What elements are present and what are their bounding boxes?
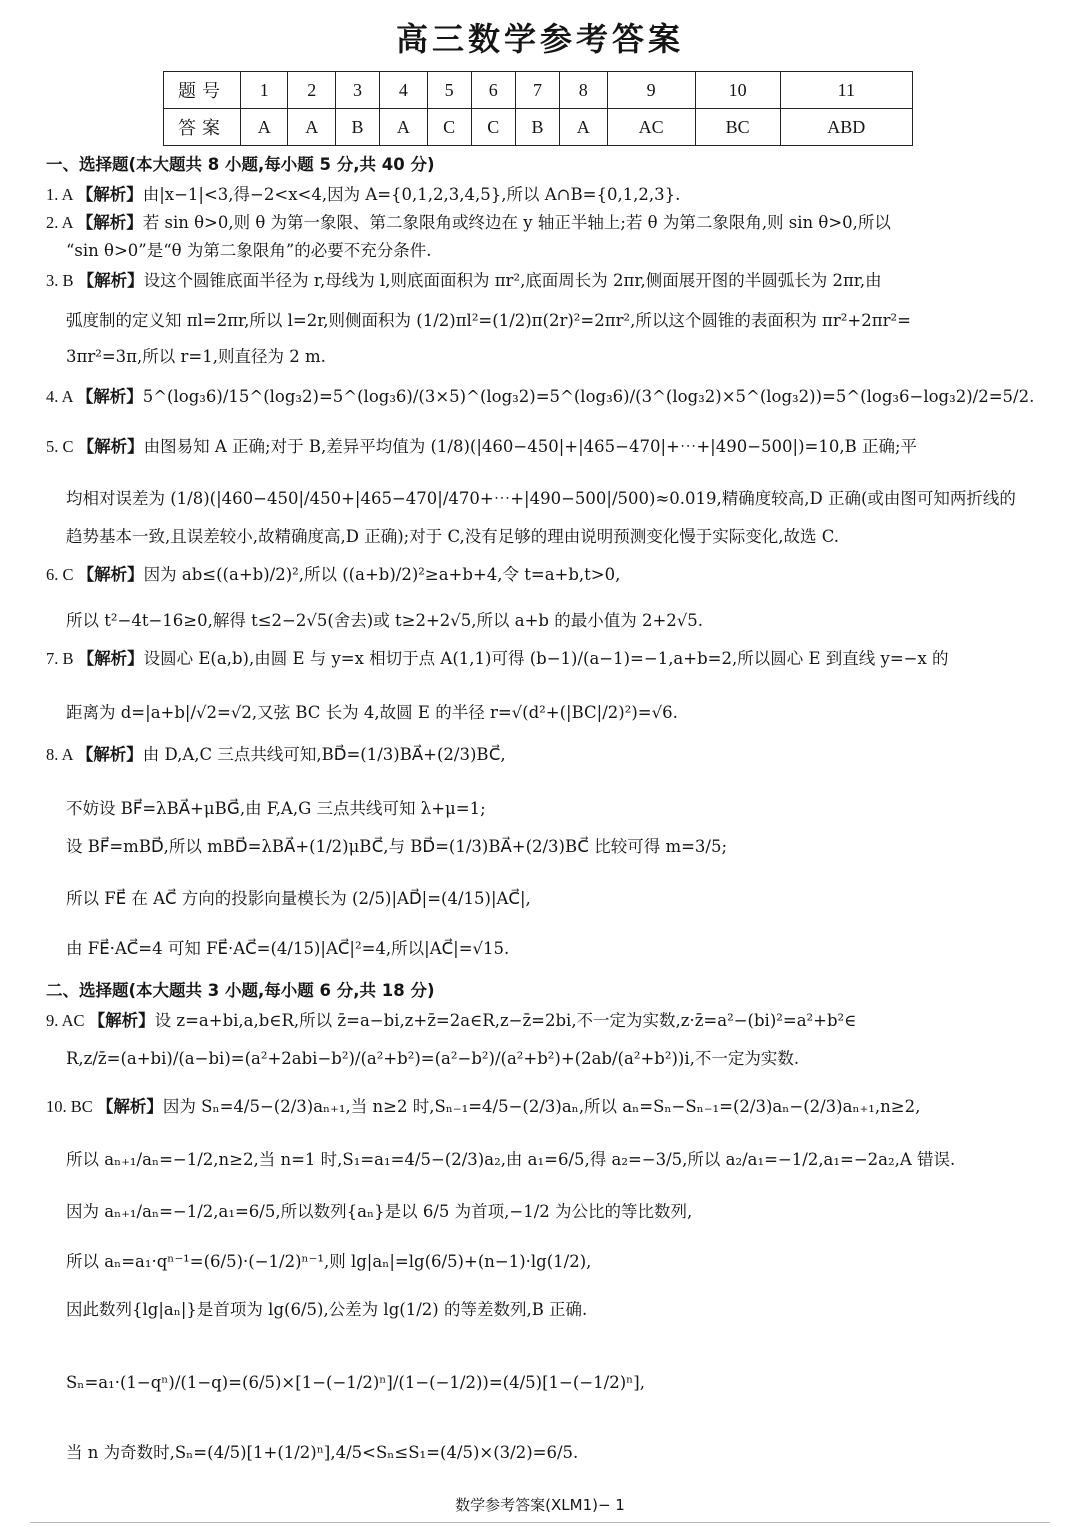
solution-1-line xyxy=(46,836,727,858)
solution-text: 所以 aₙ=a₁·qⁿ⁻¹=(6/5)·(−1/2)ⁿ⁻¹,则 lg|aₙ|=lg(6/5)+(n−1)·lg(1/2), xyxy=(66,1252,592,1271)
question-label: 4. A xyxy=(46,387,77,406)
answer-cell: B xyxy=(335,109,379,146)
question-number-cell: 5 xyxy=(427,72,471,109)
answer-cell: A xyxy=(380,109,427,146)
solution-text: 设这个圆锥底面半径为 r,母线为 l,则底面面积为 πr²,底面周长为 2πr,侧面展开图的半圆弧长为 2πr,由 xyxy=(143,271,882,290)
answer-table-answer-label: 答案 xyxy=(164,109,241,146)
question-label: 6. C xyxy=(46,565,78,584)
question-label: 3. B xyxy=(46,271,78,290)
analysis-tag: 【解析】 xyxy=(77,437,144,456)
analysis-tag: 【解析】 xyxy=(77,649,144,668)
solution-1-line xyxy=(46,310,911,332)
solution-1-line xyxy=(46,610,703,632)
answer-cell: BC xyxy=(695,109,780,146)
solution-2-line xyxy=(46,1048,799,1070)
question-number-cell: 4 xyxy=(380,72,427,109)
question-number-cell: 8 xyxy=(560,72,607,109)
solution-text: 设 BF⃗=mBD⃗,所以 mBD⃗=λBA⃗+(1/2)μBC⃗,与 BD⃗=(1/3)BA⃗+(2/3)BC⃗ 比较可得 m=3/5; xyxy=(66,837,728,856)
solution-text: 所以 t²−4t−16≥0,解得 t≤2−2√5(舍去)或 t≥2+2√5,所以 a+b 的最小值为 2+2√5. xyxy=(66,611,704,630)
solution-1-line xyxy=(46,270,882,292)
solution-1-line xyxy=(46,240,432,262)
question-label: 7. B xyxy=(46,649,78,668)
question-number-cell: 11 xyxy=(780,72,912,109)
solution-text: Sₙ=a₁·(1−qⁿ)/(1−q)=(6/5)×[1−(−1/2)ⁿ]/(1−(−1/2))=(4/5)[1−(−1/2)ⁿ], xyxy=(66,1373,645,1392)
solution-text: 因为 ab≤((a+b)/2)²,所以 ((a+b)/2)²≥a+b+4,令 t=a+b,t>0, xyxy=(143,565,621,584)
solution-text: 因为 Sₙ=4/5−(2/3)aₙ₊₁,当 n≥2 时,Sₙ₋₁=4/5−(2/3)aₙ,所以 aₙ=Sₙ−Sₙ₋₁=(2/3)aₙ−(2/3)aₙ₊₁,n≥2, xyxy=(162,1097,921,1116)
analysis-tag: 【解析】 xyxy=(76,213,143,232)
solution-1-line xyxy=(46,184,680,206)
answer-cell: AC xyxy=(607,109,695,146)
answer-table-header-label: 题号 xyxy=(164,72,241,109)
question-label: 2. A xyxy=(46,213,77,232)
solution-2-line xyxy=(46,1442,578,1464)
analysis-tag: 【解析】 xyxy=(96,1097,163,1116)
solution-text: “sin θ>0”是“θ 为第二象限角”的必要不充分条件. xyxy=(66,241,432,260)
question-label: 10. BC xyxy=(46,1097,97,1116)
question-number-cell: 10 xyxy=(695,72,780,109)
solution-text: 由 D,A,C 三点共线可知,BD⃗=(1/3)BA⃗+(2/3)BC⃗, xyxy=(142,745,506,764)
solution-text: 当 n 为奇数时,Sₙ=(4/5)[1+(1/2)ⁿ],4/5<Sₙ≤S₁=(4/5)×(3/2)=6/5. xyxy=(66,1443,579,1462)
solution-text: 因此数列{lg|aₙ|}是首项为 lg(6/5),公差为 lg(1/2) 的等差数列,B 正确. xyxy=(66,1300,588,1319)
page-footer: 数学参考答案(XLM1)− 1 xyxy=(455,1496,625,1514)
solution-1-line xyxy=(46,346,326,368)
solution-text: 由|x−1|<3,得−2<x<4,因为 A={0,1,2,3,4,5},所以 A∩B={0,1,2,3}. xyxy=(142,185,681,204)
solution-1-line xyxy=(46,488,1016,510)
answer-table xyxy=(163,71,913,146)
solution-text: R,z/z̄=(a+bi)/(a−bi)=(a²+2abi−b²)/(a²+b²)=(a²−b²)/(a²+b²)+(2ab/(a²+b²))i,不一定为实数. xyxy=(66,1049,800,1068)
answer-cell: C xyxy=(471,109,515,146)
question-number-cell: 2 xyxy=(288,72,335,109)
solution-text: 不妨设 BF⃗=λBA⃗+μBG⃗,由 F,A,G 三点共线可知 λ+μ=1; xyxy=(66,799,486,818)
answer-table-answer-row xyxy=(164,109,913,146)
solution-text: 设 z=a+bi,a,b∈R,所以 z̄=a−bi,z+z̄=2a∈R,z−z̄=2bi,不一定为实数,z·z̄=a²−(bi)²=a²+b²∈ xyxy=(154,1011,857,1030)
solution-text: 因为 aₙ₊₁/aₙ=−1/2,a₁=6/5,所以数列{aₙ}是以 6/5 为首项,−1/2 为公比的等比数列, xyxy=(66,1202,693,1221)
answer-cell: A xyxy=(560,109,607,146)
footer-rule xyxy=(30,1522,1050,1523)
page-title: 高三数学参考答案 xyxy=(395,20,684,58)
analysis-tag: 【解析】 xyxy=(76,745,143,764)
solution-2-line xyxy=(46,1149,955,1171)
solution-2-line xyxy=(46,1010,856,1032)
solution-1-line xyxy=(46,212,891,234)
analysis-tag: 【解析】 xyxy=(88,1011,155,1030)
question-number-cell: 3 xyxy=(335,72,379,109)
solution-1-line xyxy=(46,744,506,766)
question-number-cell: 9 xyxy=(607,72,695,109)
solution-text: 所以 FE⃗ 在 AC⃗ 方向的投影向量模长为 (2/5)|AD⃗|=(4/15)|AC⃗|, xyxy=(66,889,531,908)
answer-cell: ABD xyxy=(780,109,912,146)
answer-cell: A xyxy=(288,109,335,146)
solution-1-line xyxy=(46,386,1034,408)
answer-cell: C xyxy=(427,109,471,146)
solution-text: 5^(log₃6)/15^(log₃2)=5^(log₃6)/(3×5)^(log₃2)=5^(log₃6)/(3^(log₃2)×5^(log₃2))=5^(log₃6−log₃2)/2=5/2. xyxy=(142,387,1035,406)
section-1-heading: 一、选择题(本大题共 8 小题,每小题 5 分,共 40 分) xyxy=(46,155,435,174)
solution-1-line xyxy=(46,798,486,820)
question-label: 5. C xyxy=(46,437,78,456)
solution-text: 所以 aₙ₊₁/aₙ=−1/2,n≥2,当 n=1 时,S₁=a₁=4/5−(2/3)a₂,由 a₁=6/5,得 a₂=−3/5,所以 a₂/a₁=−1/2,a₁=−2a₂,A 错误. xyxy=(66,1150,956,1169)
analysis-tag: 【解析】 xyxy=(77,271,144,290)
solution-text: 由 FE⃗·AC⃗=4 可知 FE⃗·AC⃗=(4/15)|AC⃗|²=4,所以|AC⃗|=√15. xyxy=(66,939,510,958)
question-label: 9. AC xyxy=(46,1011,89,1030)
solution-2-line xyxy=(46,1201,692,1223)
solution-text: 弧度制的定义知 πl=2πr,所以 l=2r,则侧面积为 (1/2)πl²=(1/2)π(2r)²=2πr²,所以这个圆锥的表面积为 πr²+2πr²= xyxy=(66,311,911,330)
question-number-cell: 1 xyxy=(241,72,288,109)
solution-2-line xyxy=(46,1251,591,1273)
solution-1-line xyxy=(46,888,531,910)
solution-1-line xyxy=(46,526,839,548)
solution-1-line xyxy=(46,938,509,960)
solution-1-line xyxy=(46,564,620,586)
analysis-tag: 【解析】 xyxy=(76,185,143,204)
solution-2-line xyxy=(46,1372,645,1394)
question-number-cell: 6 xyxy=(471,72,515,109)
solution-text: 设圆心 E(a,b),由圆 E 与 y=x 相切于点 A(1,1)可得 (b−1)/(a−1)=−1,a+b=2,所以圆心 E 到直线 y=−x 的 xyxy=(143,649,949,668)
solution-1-line xyxy=(46,648,949,670)
solution-text: 均相对误差为 (1/8)(|460−450|/450+|465−470|/470+⋯+|490−500|/500)≈0.019,精确度较高,D 正确(或由图可知两折线的 xyxy=(66,489,1016,508)
answer-cell: A xyxy=(241,109,288,146)
solution-text: 趋势基本一致,且误差较小,故精确度高,D 正确);对于 C,没有足够的理由说明预测变化慢于实际变化,故选 C. xyxy=(66,527,840,546)
solution-1-line xyxy=(46,436,917,458)
solution-text: 距离为 d=|a+b|/√2=√2,又弦 BC 长为 4,故圆 E 的半径 r=√(d²+(|BC|/2)²)=√6. xyxy=(66,703,678,722)
question-label: 1. A xyxy=(46,185,77,204)
solution-1-line xyxy=(46,702,678,724)
answer-table-header-row xyxy=(164,72,913,109)
solution-text: 由图易知 A 正确;对于 B,差异平均值为 (1/8)(|460−450|+|465−470|+⋯+|490−500|)=10,B 正确;平 xyxy=(143,437,918,456)
solution-text: 若 sin θ>0,则 θ 为第一象限、第二象限角或终边在 y 轴正半轴上;若 θ 为第二象限角,则 sin θ>0,所以 xyxy=(142,213,891,232)
solution-text: 3πr²=3π,所以 r=1,则直径为 2 m. xyxy=(66,347,326,366)
question-label: 8. A xyxy=(46,745,77,764)
section-2-heading: 二、选择题(本大题共 3 小题,每小题 6 分,共 18 分) xyxy=(46,981,435,1000)
solution-2-line xyxy=(46,1299,587,1321)
analysis-tag: 【解析】 xyxy=(77,565,144,584)
question-number-cell: 7 xyxy=(515,72,559,109)
solution-2-line xyxy=(46,1096,920,1118)
answer-cell: B xyxy=(515,109,559,146)
analysis-tag: 【解析】 xyxy=(76,387,143,406)
